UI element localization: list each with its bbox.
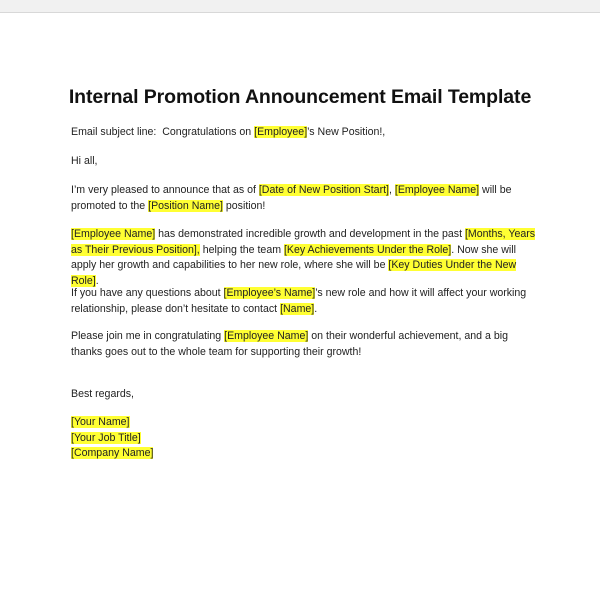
announcement-text-2: , [389, 184, 395, 196]
document-title: Internal Promotion Announcement Email Template [68, 86, 532, 108]
growth-text-3: . Now she will apply her growth and capabilities to her new role, where she will be [71, 243, 516, 271]
window-top-bar [0, 0, 600, 13]
closing: Best regards, [71, 388, 135, 400]
signature-block [71, 415, 541, 462]
subject-suffix: ’s New Position!, [307, 126, 386, 138]
growth-text-4: . [95, 274, 99, 287]
placeholder-key-achievements: [Key Achievements Under the Role] [283, 243, 452, 256]
placeholder-job-title: [Your Job Title] [71, 431, 141, 444]
placeholder-employee-name: [Employee Name] [224, 330, 309, 342]
paragraph-announcement [71, 183, 541, 214]
placeholder-company-name: [Company Name] [71, 447, 154, 459]
greeting: Hi all, [71, 155, 98, 167]
subject-line [71, 125, 541, 141]
congrats-text-1: Please join me in congratulating [71, 330, 225, 342]
announcement-text-1: I’m very pleased to announce that as of [71, 184, 259, 196]
announcement-text-3: will be promoted to the [71, 184, 512, 212]
questions-text-2: ’s new role and how it will affect your working relationship, please don’t hesitate to contact [71, 287, 527, 315]
placeholder-employee-name: [Employee Name] [394, 184, 480, 196]
placeholder-employee-name: [Employee Name] [71, 228, 156, 240]
paragraph-congratulations [71, 329, 541, 360]
congrats-text-2: on their wonderful achievement, and a big thanks goes out to the whole team for supporting their growth! [71, 330, 508, 358]
paragraph-questions [71, 286, 541, 317]
announcement-text-4: position! [222, 199, 266, 212]
placeholder-date: [Date of New Position Start] [258, 184, 389, 196]
placeholder-employee: [Employee] [254, 126, 308, 138]
questions-text-1: If you have any questions about [71, 287, 224, 299]
growth-text-2: helping the team [199, 243, 284, 256]
questions-text-3: . [314, 302, 318, 315]
placeholder-key-duties: [Key Duties Under the New Role] [71, 259, 517, 287]
placeholder-position-name: [Position Name] [148, 199, 223, 212]
placeholder-months-years: [Months, Years as Their Previous Position], [71, 228, 536, 256]
subject-prefix: Email subject line: Congratulations on [71, 126, 255, 138]
placeholder-employees-name: [Employee’s Name] [223, 287, 316, 299]
paragraph-growth [71, 227, 541, 289]
growth-text-1: has demonstrated incredible growth and development in the past [155, 228, 465, 240]
placeholder-contact-name: [Name] [280, 302, 315, 315]
placeholder-your-name: [Your Name] [71, 416, 130, 428]
document-page [0, 13, 600, 600]
